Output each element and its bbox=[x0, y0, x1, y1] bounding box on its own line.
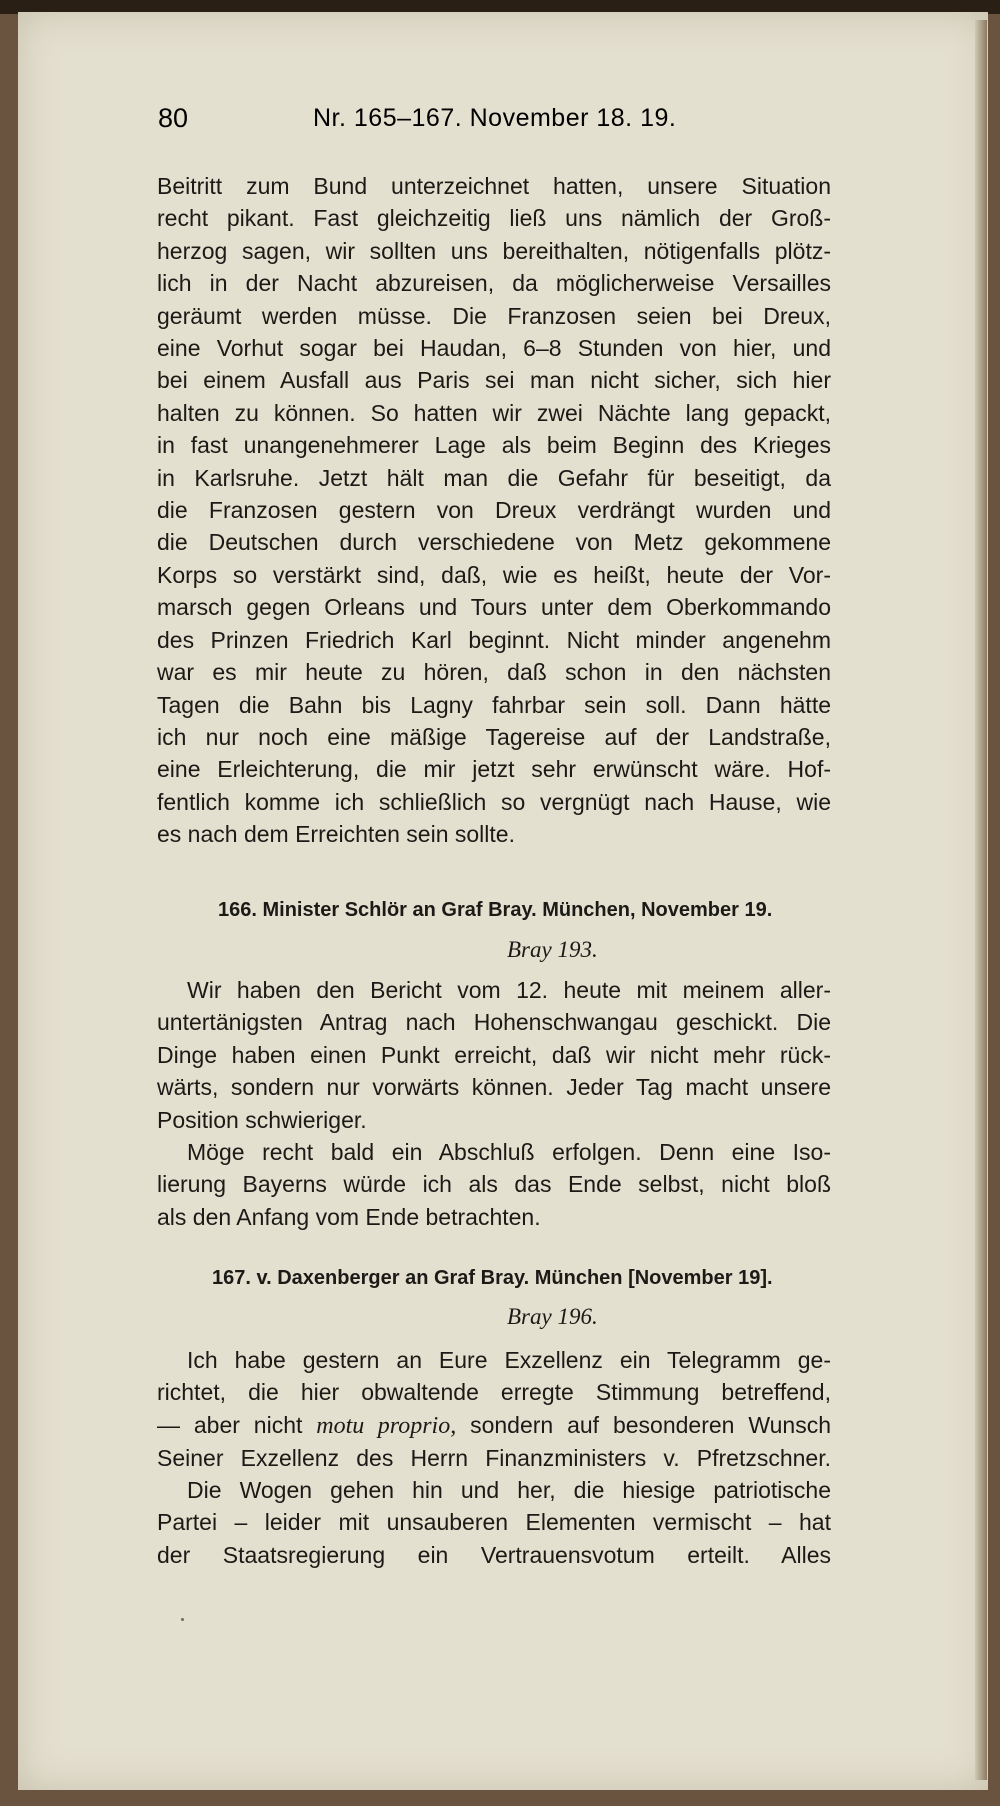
letter-167-paragraph-2 bbox=[157, 1474, 831, 1571]
text-line: in fast unangenehmerer Lage als beim Beginn des Krieges bbox=[157, 432, 831, 459]
text-line: richtet, die hier obwaltende erregte Stimmung betreffend, bbox=[157, 1379, 831, 1406]
text-line: wärts, sondern nur vorwärts können. Jeder Tag macht unsere bbox=[157, 1074, 831, 1101]
text-line: recht pikant. Fast gleichzeitig ließ uns nämlich der Groß- bbox=[157, 205, 831, 232]
letter-165-continuation bbox=[157, 170, 831, 851]
text-line: Seiner Exzellenz des Herrn Finanzministers v. Pfretzschner. bbox=[157, 1445, 831, 1472]
text-line: war es mir heute zu hören, daß schon in den nächsten bbox=[157, 659, 831, 686]
text-fragment: — aber nicht bbox=[157, 1411, 317, 1438]
text-line: untertänigsten Antrag nach Hohenschwangau geschickt. Die bbox=[157, 1009, 831, 1036]
text-line: als den Anfang vom Ende betrachten. bbox=[157, 1203, 541, 1230]
text-line: eine Vorhut sogar bei Haudan, 6–8 Stunden von hier, und bbox=[157, 335, 831, 362]
text-line: Korps so verstärkt sind, daß, wie es heißt, heute der Vor- bbox=[157, 561, 831, 588]
text-line: lich in der Nacht abzureisen, da möglicherweise Versailles bbox=[157, 270, 831, 297]
page-edge-shadow bbox=[975, 20, 987, 1780]
text-line: Partei – leider mit unsauberen Elementen vermischt – hat bbox=[157, 1509, 831, 1536]
text-line: es nach dem Erreichten sein sollte. bbox=[157, 821, 515, 848]
page-number: 80 bbox=[158, 103, 189, 133]
text-line: ich nur noch eine mäßige Tagereise auf der Landstraße, bbox=[157, 723, 831, 750]
letter-167-heading: 167. v. Daxenberger an Graf Bray. München [November 19]. bbox=[212, 1267, 773, 1289]
text-line: Wir haben den Bericht vom 12. heute mit meinem aller- bbox=[187, 977, 831, 1003]
text-line: eine Erleichterung, die mir jetzt sehr erwünscht wäre. Hof- bbox=[157, 756, 831, 783]
letter-166-citation: Bray 193. bbox=[507, 937, 598, 962]
text-line: die Deutschen durch verschiedene von Metz gekommene bbox=[157, 529, 831, 556]
text-line: die Franzosen gestern von Dreux verdrängt wurden und bbox=[157, 497, 831, 524]
text-line: in Karlsruhe. Jetzt hält man die Gefahr für beseitigt, da bbox=[157, 464, 831, 491]
text-fragment: sondern auf besonderen Wunsch bbox=[456, 1411, 831, 1438]
page-header bbox=[158, 98, 918, 138]
running-title: Nr. 165–167. November 18. 19. bbox=[313, 104, 677, 132]
text-line: marsch gegen Orleans und Tours unter dem Oberkommando bbox=[157, 594, 831, 621]
letter-166-paragraph-1 bbox=[157, 974, 831, 1136]
text-line: fentlich komme ich schließlich so vergnügt nach Hause, wie bbox=[157, 788, 831, 815]
paper-speck bbox=[181, 1618, 184, 1621]
text-line-with-italic bbox=[157, 1409, 831, 1442]
text-line: Tagen die Bahn bis Lagny fahrbar sein soll. Dann hätte bbox=[157, 691, 831, 718]
text-line: geräumt werden müsse. Die Franzosen seien bei Dreux, bbox=[157, 302, 831, 329]
text-line: lierung Bayerns würde ich als das Ende selbst, nicht bloß bbox=[157, 1171, 831, 1198]
text-line: Ich habe gestern an Eure Exzellenz ein Telegramm ge- bbox=[187, 1347, 831, 1373]
letter-166-heading: 166. Minister Schlör an Graf Bray. München, November 19. bbox=[218, 899, 773, 921]
text-line: Beitritt zum Bund unterzeichnet hatten, unsere Situation bbox=[157, 173, 831, 199]
letter-166-paragraph-2 bbox=[157, 1136, 831, 1233]
text-line: herzog sagen, wir sollten uns bereithalten, nötigenfalls plötz- bbox=[157, 237, 831, 264]
letter-167-citation: Bray 196. bbox=[507, 1304, 598, 1329]
text-line: der Staatsregierung ein Vertrauensvotum erteilt. Alles bbox=[157, 1541, 831, 1568]
text-line: Möge recht bald ein Abschluß erfolgen. Denn eine Iso- bbox=[187, 1139, 831, 1165]
text-line: Position schwieriger. bbox=[157, 1106, 367, 1133]
text-line: Dinge haben einen Punkt erreicht, daß wir nicht mehr rück- bbox=[157, 1041, 831, 1068]
text-line: halten zu können. So hatten wir zwei Nächte lang gepackt, bbox=[157, 399, 831, 426]
text-line: des Prinzen Friedrich Karl beginnt. Nicht minder angenehm bbox=[157, 626, 831, 653]
letter-167-paragraph-1 bbox=[157, 1344, 831, 1475]
text-line: Die Wogen gehen hin und her, die hiesige patriotische bbox=[187, 1477, 831, 1503]
text-line: bei einem Ausfall aus Paris sei man nicht sicher, sich hier bbox=[157, 367, 831, 394]
italic-phrase: motu proprio, bbox=[316, 1412, 457, 1439]
